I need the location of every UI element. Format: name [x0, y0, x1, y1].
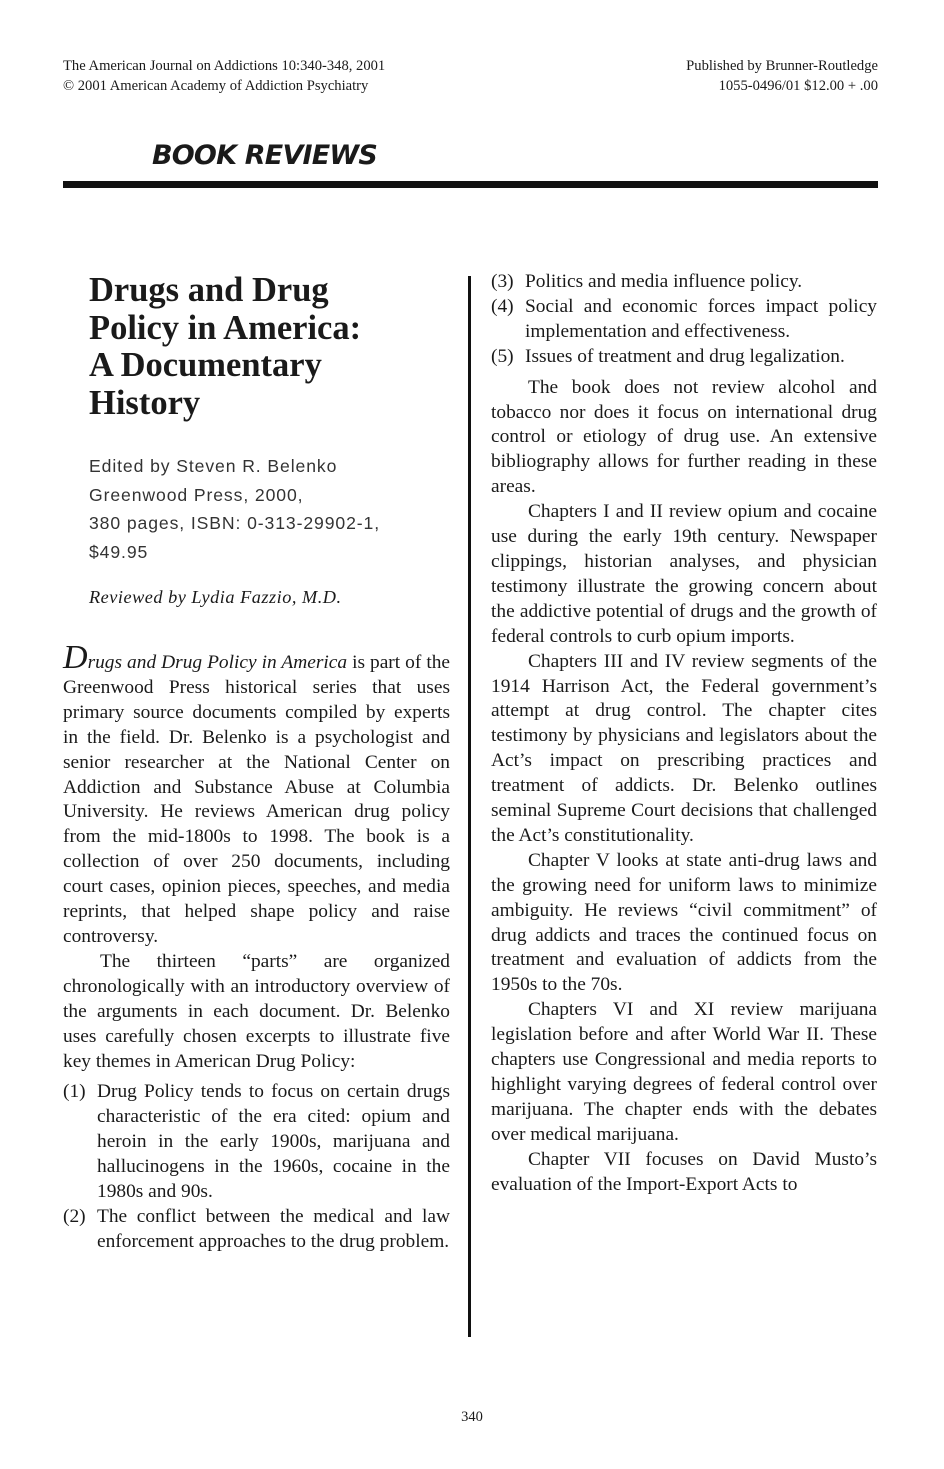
book-title-line: Drugs and Drug [89, 271, 329, 309]
publisher-line: Published by Brunner-Routledge [686, 58, 878, 74]
book-title-italic: rugs and Drug Policy in America [87, 652, 348, 673]
page-number: 340 [461, 1409, 483, 1425]
list-item-number: (4) [491, 295, 514, 317]
themes-list-continued [491, 270, 877, 370]
issn-price-line: 1055-0496/01 $12.00 + .00 [718, 78, 878, 94]
book-isbn: 380 pages, ISBN: 0-313-29902-1, [89, 513, 381, 533]
list-item [491, 270, 877, 295]
body-paragraph: The book does not review alcohol and tobacco nor does it focus on international drug control or etiology of drug use. An extensive bibliography allows for further reading in these areas. [491, 376, 877, 498]
column-divider [468, 276, 471, 1337]
book-metadata [89, 452, 380, 566]
list-item-text: Issues of treatment and drug legalization. [525, 345, 845, 367]
list-item [63, 1205, 450, 1255]
drop-cap: D [63, 639, 88, 676]
section-title: BOOK REVIEWS [152, 140, 378, 171]
body-paragraph: Chapter VII focuses on David Musto’s evaluation of the Import-Export Acts to [491, 1148, 877, 1195]
list-item-number: (5) [491, 345, 514, 367]
running-header-right [686, 56, 878, 96]
body-paragraph: Chapters I and II review opium and cocaine use during the early 19th century. Newspaper clippings, historian analyses, and physician testimony illustrate the growing concern about the addictive potential of drugs and the growth of federal controls to curb opium imports. [491, 501, 877, 647]
body-paragraph: Chapters VI and XI review marijuana legislation before and after World War II. These chapters use Congressional and media reports to highlight varying degrees of federal control over marijuana. The chapter ends with the debates over medical marijuana. [491, 999, 877, 1145]
book-title-line: History [89, 383, 201, 422]
book-title-line: Policy in America: [89, 308, 362, 347]
left-column [63, 639, 451, 1255]
book-title [89, 272, 361, 422]
body-paragraph: Chapters III and IV review segments of the 1914 Harrison Act, the Federal government’s attempt at drug control. The chapter cites testimony by physicians and legislators about the Act’s impact on prescribing practices and treatment of addicts. Dr. Belenko outlines seminal Supreme Court decisions that challenged the Act’s constitutionality. [491, 650, 877, 846]
list-item [63, 1080, 450, 1205]
book-title-line: A Documentary [89, 346, 322, 384]
copyright-line: © 2001 American Academy of Addiction Psychiatry [63, 78, 369, 94]
journal-citation: The American Journal on Addictions 10:340-348, 2001 [63, 58, 386, 74]
list-item [491, 295, 877, 345]
list-item-number: (2) [63, 1205, 86, 1227]
intro-paragraph [63, 639, 451, 950]
book-publisher: Greenwood Press, 2000, [89, 484, 304, 505]
list-item-number: (3) [491, 271, 514, 292]
themes-list [63, 1080, 450, 1254]
list-item-number: (1) [63, 1081, 86, 1103]
list-item-text: Drug Policy tends to focus on certain drugs characteristic of the era cited: opium and heroin in the early 1900s, marijuana and hallucinogens in the 1960s, cocaine in the 1980s and 90s. [97, 1081, 450, 1203]
section-rule [63, 181, 878, 188]
list-item-text: The conflict between the medical and law enforcement approaches to the drug problem. [97, 1205, 450, 1252]
reviewer-credit: Reviewed by Lydia Fazzio, M.D. [89, 587, 342, 607]
right-column [491, 270, 877, 1198]
list-item [491, 345, 877, 370]
body-paragraph: Chapter V looks at state anti-drug laws and the growing need for uniform laws to minimize ambiguity. He reviews “civil commitment” of drug addicts and traces the continued focus on treatment and evaluation of addicts from the 1950s to the 70s. [491, 849, 877, 996]
running-header-left [63, 56, 385, 96]
body-paragraph: The thirteen “parts” are organized chronologically with an introductory overview of the arguments in each document. Dr. Belenko uses carefully chosen excerpts to illustrate five key themes in American Drug Policy: [63, 950, 450, 1072]
book-editor: Edited by Steven R. Belenko [89, 456, 338, 476]
book-price: $49.95 [89, 541, 149, 562]
intro-text: is part of the Greenwood Press historical series that uses primary source documents compiled by experts in the field. Dr. Belenko is a psychologist and senior researcher at the National Center on Addiction and Substance Abuse at Columbia University. He reviews American drug policy from the mid-1800s to 1998. The book is a collection of over 250 documents, including court cases, opinion pieces, speeches, and media reprints, that helped shape policy and raise controversy. [63, 652, 451, 947]
list-item-text: Social and economic forces impact policy implementation and effectiveness. [525, 295, 877, 342]
list-item-text: Politics and media influence policy. [525, 271, 803, 292]
